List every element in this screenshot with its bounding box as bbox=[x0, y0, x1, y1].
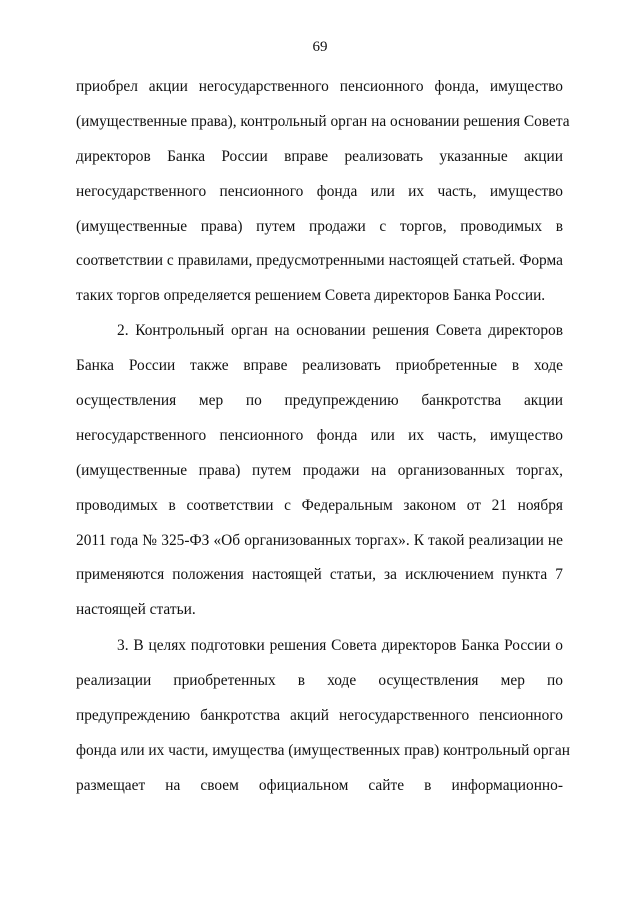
text-line: (имущественные права), контрольный орган на основании решения Совета bbox=[76, 112, 570, 130]
text-line: реализации приобретенных в ходе осуществления мер по bbox=[76, 672, 563, 690]
text-line: соответствии с правилами, предусмотренными настоящей статьей. Форма bbox=[76, 252, 563, 270]
paragraph-1 bbox=[76, 70, 570, 314]
text-line: 2011 года № 325-ФЗ «Об организованных торгах». К такой реализации не bbox=[76, 531, 563, 549]
text-line: осуществления мер по предупреждению банкротства акции bbox=[76, 392, 563, 410]
text-line: 3. В целях подготовки решения Совета директоров Банка России о bbox=[117, 637, 563, 655]
text-line: директоров Банка России вправе реализовать указанные акции bbox=[76, 147, 563, 165]
text-line: приобрел акции негосударственного пенсионного фонда, имущество bbox=[76, 78, 563, 95]
paragraph-2 bbox=[76, 314, 563, 628]
page-number: 69 bbox=[312, 39, 328, 55]
text-line: применяются положения настоящей статьи, за исключением пункта 7 bbox=[76, 566, 563, 584]
text-line: фонда или их части, имущества (имущественных прав) контрольный орган bbox=[76, 741, 570, 759]
text-line: негосударственного пенсионного фонда или их часть, имущество bbox=[76, 426, 563, 444]
text-line: проводимых в соответствии с Федеральным законом от 21 ноября bbox=[76, 496, 563, 514]
text-line: негосударственного пенсионного фонда или их часть, имущество bbox=[76, 182, 563, 200]
text-line: 2. Контрольный орган на основании решения Совета директоров bbox=[117, 322, 563, 340]
paragraph-3 bbox=[76, 629, 570, 803]
document-body bbox=[76, 70, 570, 804]
text-line: (имущественные права) путем продажи с торгов, проводимых в bbox=[76, 217, 563, 235]
text-line: (имущественные права) путем продажи на организованных торгах, bbox=[76, 461, 563, 479]
text-line: Банка России также вправе реализовать приобретенные в ходе bbox=[76, 357, 563, 375]
text-line: размещает на своем официальном сайте в информационно- bbox=[76, 776, 563, 794]
text-line: таких торгов определяется решением Совета директоров Банка России. bbox=[76, 287, 546, 305]
text-line: предупреждению банкротства акций негосударственного пенсионного bbox=[76, 707, 563, 725]
text-line: настоящей статьи. bbox=[76, 601, 196, 619]
